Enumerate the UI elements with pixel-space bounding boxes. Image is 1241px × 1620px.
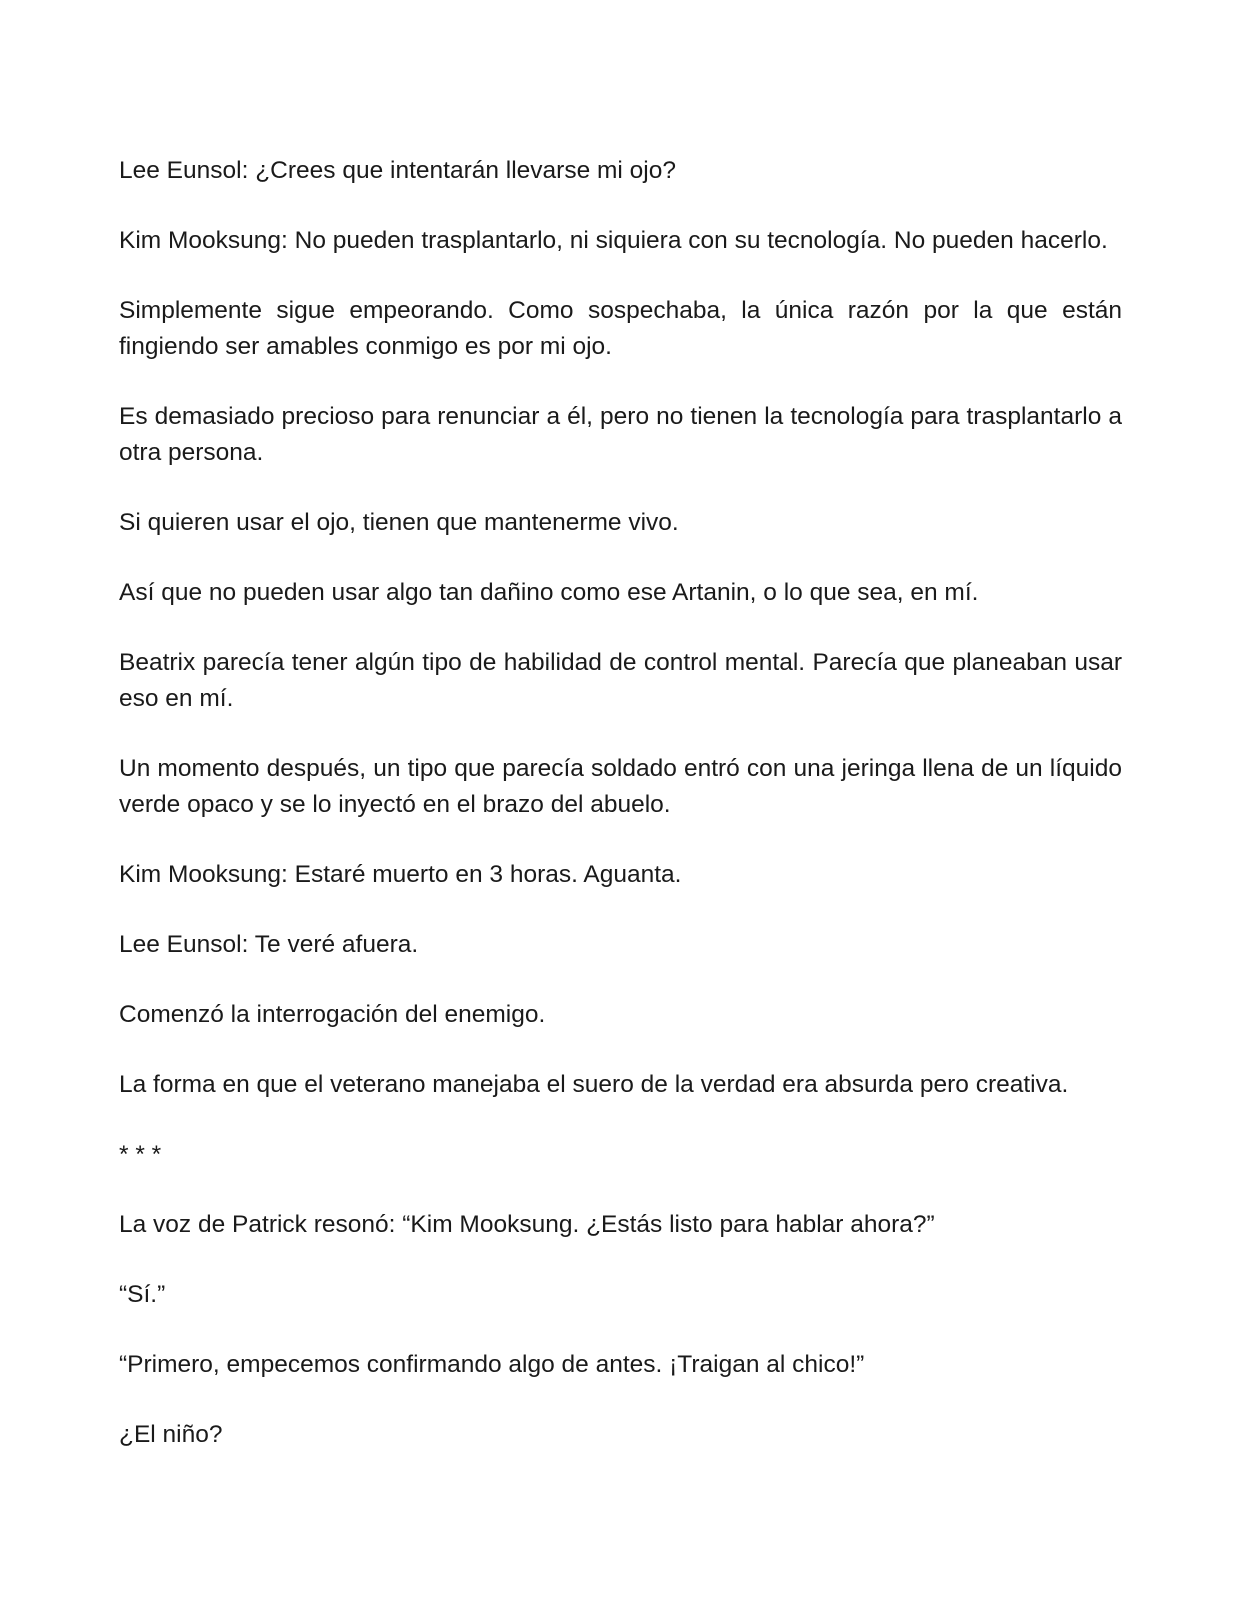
paragraph-1: Lee Eunsol: ¿Crees que intentarán llevarse mi ojo?	[119, 157, 677, 184]
paragraph-3: Simplemente sigue empeorando. Como sospechaba, la única razón por la que están fingiendo ser amables conmigo es por mi ojo.	[119, 297, 1122, 360]
paragraph-9: Kim Mooksung: Estaré muerto en 3 horas. Aguanta.	[119, 861, 682, 888]
paragraph-14: La voz de Patrick resonó: “Kim Mooksung. ¿Estás listo para hablar ahora?”	[119, 1211, 935, 1238]
paragraph-2: Kim Mooksung: No pueden trasplantarlo, ni siquiera con su tecnología. No pueden hacerlo.	[119, 227, 1108, 254]
paragraph-5: Si quieren usar el ojo, tienen que mantenerme vivo.	[119, 509, 679, 536]
paragraph-8: Un momento después, un tipo que parecía soldado entró con una jeringa llena de un líquido verde opaco y se lo inyectó en el brazo del abuelo.	[119, 755, 1122, 818]
scene-break: * * *	[119, 1141, 162, 1168]
paragraph-17: ¿El niño?	[119, 1421, 223, 1448]
paragraph-15: “Sí.”	[119, 1281, 166, 1308]
paragraph-12: La forma en que el veterano manejaba el suero de la verdad era absurda pero creativa.	[119, 1071, 1069, 1098]
paragraph-6: Así que no pueden usar algo tan dañino como ese Artanin, o lo que sea, en mí.	[119, 579, 979, 606]
paragraph-7: Beatrix parecía tener algún tipo de habilidad de control mental. Parecía que planeaban usar eso en mí.	[119, 649, 1122, 712]
paragraph-10: Lee Eunsol: Te veré afuera.	[119, 931, 419, 958]
paragraph-11: Comenzó la interrogación del enemigo.	[119, 1001, 546, 1028]
paragraph-4: Es demasiado precioso para renunciar a él, pero no tienen la tecnología para trasplantarlo a otra persona.	[119, 403, 1122, 466]
text-column	[119, 153, 1122, 1487]
paragraph-16: “Primero, empecemos confirmando algo de antes. ¡Traigan al chico!”	[119, 1351, 865, 1378]
